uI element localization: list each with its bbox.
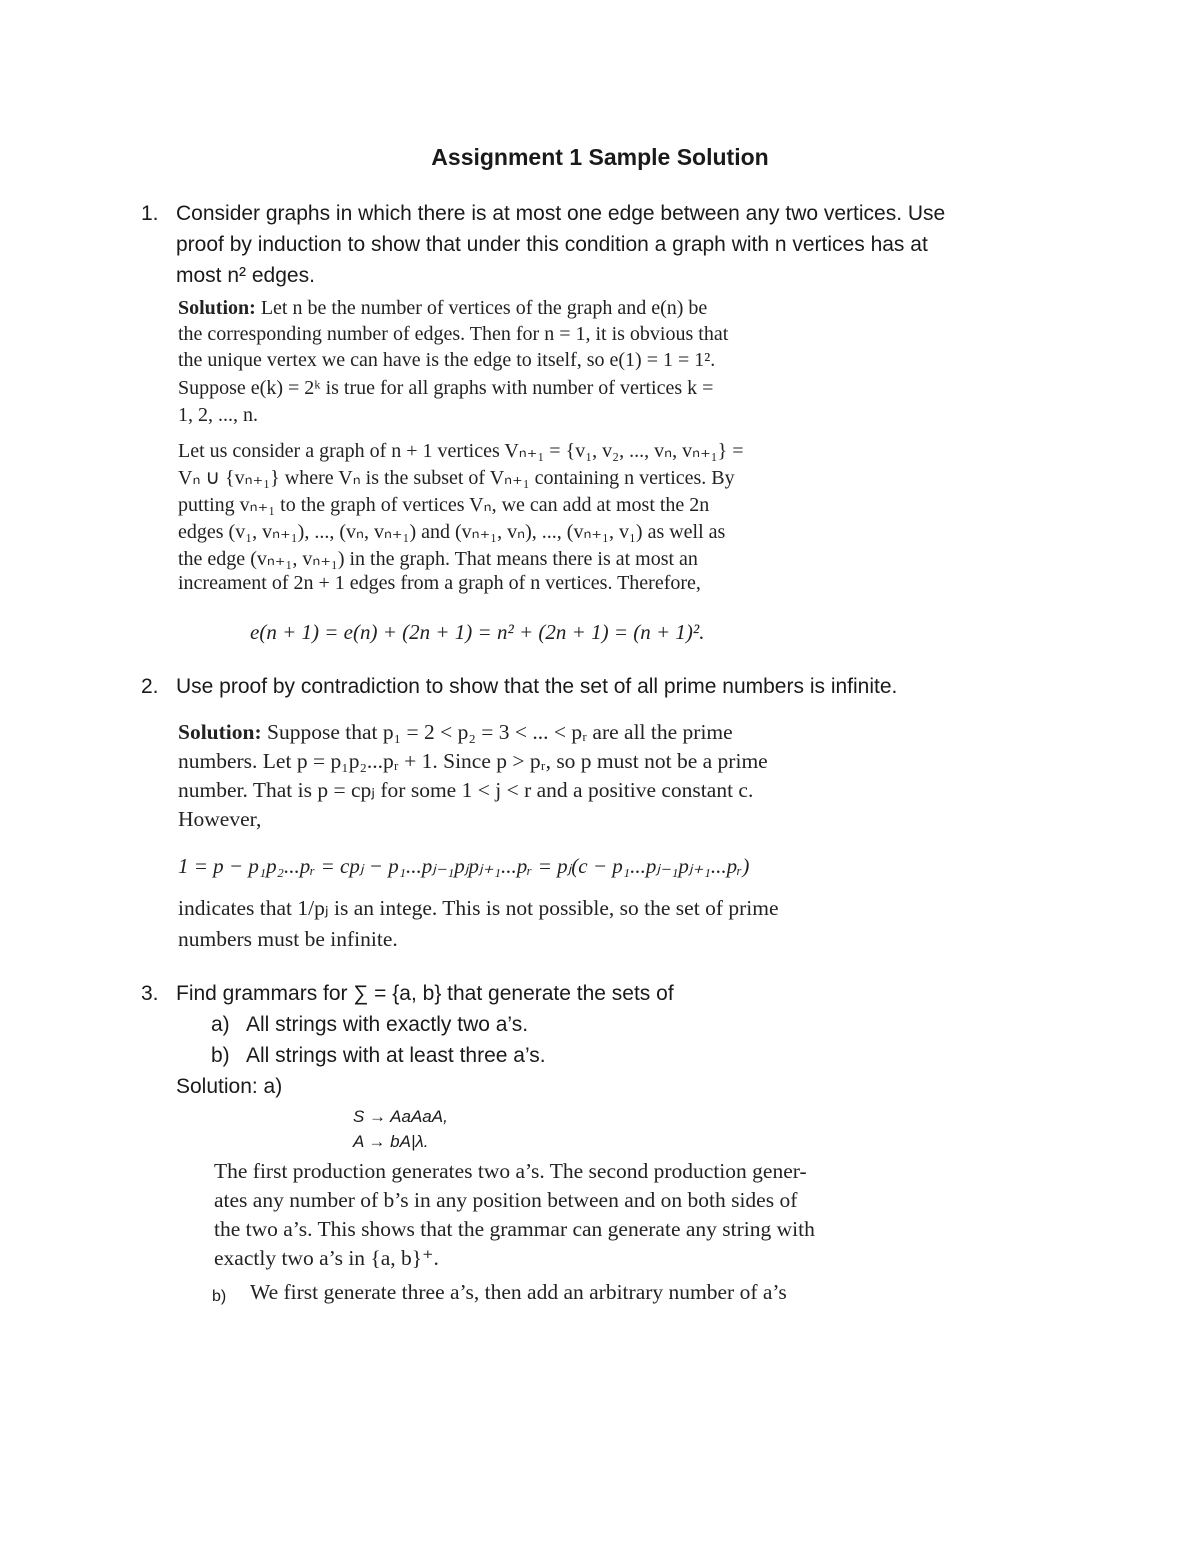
q3-part-b-text: All strings with at least three a’s.	[246, 1044, 546, 1067]
q1-para2-line-1: Let us consider a graph of n + 1 vertices Vₙ₊₁ = {v₁, v₂, ..., vₙ, vₙ₊₁} =	[178, 440, 744, 462]
q2-conclusion-line-1: indicates that 1/pⱼ is an intege. This is not possible, so the set of prime	[178, 896, 779, 920]
q2-solution-line-1	[178, 720, 733, 745]
q2-solution-line-4: However,	[178, 807, 262, 831]
q3-part-b-solution-text: We first generate three a’s, then add an arbitrary number of a’s	[250, 1280, 787, 1304]
q3-production-2: A → bA|λ.	[353, 1132, 429, 1151]
question-1-line-1: Consider graphs in which there is at most one edge between any two vertices. Use	[176, 202, 946, 225]
q3-part-a-label: a)	[211, 1013, 230, 1036]
q3-part-b-solution-label: b)	[212, 1288, 227, 1305]
q3-explanation-line-2: ates any number of b’s in any position between and on both sides of	[214, 1188, 798, 1212]
q3-solution-header: Solution: a)	[176, 1075, 283, 1098]
q1-solution-line-5: 1, 2, ..., n.	[178, 404, 258, 426]
q2-solution-label: Solution:	[178, 720, 262, 744]
question-1-number: 1.	[141, 202, 159, 225]
question-2-line: Use proof by contradiction to show that the set of all prime numbers is infinite.	[176, 675, 898, 698]
page-title: Assignment 1 Sample Solution	[431, 144, 769, 170]
q3-part-a-text: All strings with exactly two a’s.	[246, 1013, 529, 1036]
q1-para2-line-3: putting vₙ₊₁ to the graph of vertices Vₙ, we can add at most the 2n	[178, 494, 710, 516]
q3-explanation-line-4: exactly two a’s in {a, b}⁺.	[214, 1246, 439, 1270]
q1-para2-line-6: increament of 2n + 1 edges from a graph of n vertices. Therefore,	[178, 572, 701, 594]
q1-para2-line-4: edges (v₁, vₙ₊₁), ..., (vₙ, vₙ₊₁) and (vₙ₊₁, vₙ), ..., (vₙ₊₁, v₁) as well as	[178, 521, 726, 543]
q2-solution-line-2: numbers. Let p = p₁p₂...pᵣ + 1. Since p > pᵣ, so p must not be a prime	[178, 749, 768, 773]
question-3-number: 3.	[141, 982, 159, 1005]
question-1-line-3: most n² edges.	[176, 264, 315, 287]
q1-solution-line-3: the unique vertex we can have is the edge to itself, so e(1) = 1 = 1².	[178, 349, 716, 371]
q1-solution-line-2: the corresponding number of edges. Then for n = 1, it is obvious that	[178, 323, 729, 345]
q3-explanation-line-1: The first production generates two a’s. The second production gener-	[214, 1159, 807, 1183]
q1-para2-line-5: the edge (vₙ₊₁, vₙ₊₁) in the graph. That means there is at most an	[178, 548, 698, 570]
q3-production-1: S → AaAaA,	[353, 1107, 448, 1126]
q1-para2-line-2: Vₙ ∪ {vₙ₊₁} where Vₙ is the subset of Vₙ₊₁ containing n vertices. By	[178, 467, 735, 489]
q3-part-b-label: b)	[211, 1044, 230, 1067]
q1-equation: e(n + 1) = e(n) + (2n + 1) = n² + (2n + 1) = (n + 1)².	[250, 620, 705, 644]
q3-explanation-line-3: the two a’s. This shows that the grammar can generate any string with	[214, 1217, 815, 1241]
q2-solution-line-3: number. That is p = cpⱼ for some 1 < j < r and a positive constant c.	[178, 778, 754, 802]
question-3-line: Find grammars for ∑ = {a, b} that generate the sets of	[176, 982, 674, 1005]
question-2-number: 2.	[141, 675, 159, 698]
q1-solution-line-4: Suppose e(k) = 2ᵏ is true for all graphs with number of vertices k =	[178, 377, 714, 399]
q2-conclusion-line-2: numbers must be infinite.	[178, 927, 398, 951]
q2-equation: 1 = p − p₁p₂...pᵣ = cpⱼ − p₁...pⱼ₋₁pⱼpⱼ₊₁...pᵣ = pⱼ(c − p₁...pⱼ₋₁pⱼ₊₁...pᵣ)	[178, 854, 750, 878]
question-1-line-2: proof by induction to show that under this condition a graph with n vertices has at	[176, 233, 928, 256]
q1-solution-text: Let n be the number of vertices of the graph and e(n) be	[260, 297, 708, 319]
q1-solution-line-1	[178, 297, 707, 320]
q1-solution-label: Solution:	[178, 297, 256, 319]
q2-solution-text: Suppose that p₁ = 2 < p₂ = 3 < ... < pᵣ are all the prime	[267, 720, 733, 744]
